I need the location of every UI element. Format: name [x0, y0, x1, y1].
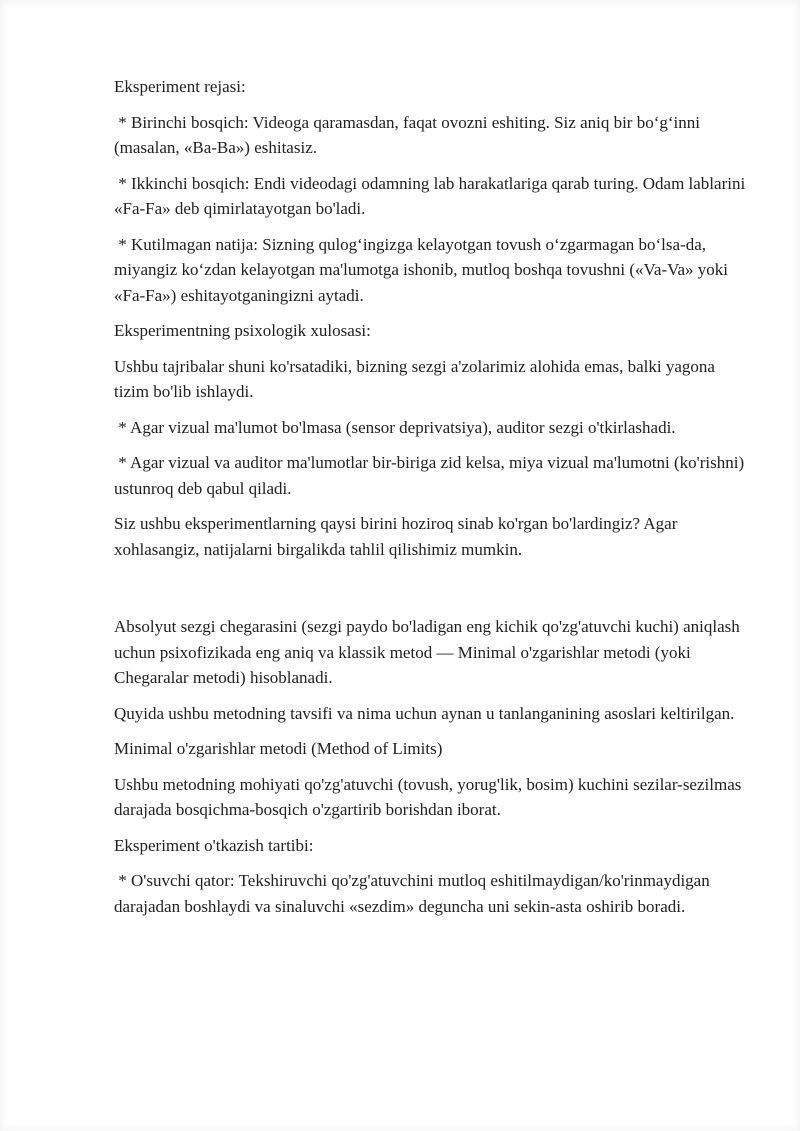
paragraph: Absolyut sezgi chegarasini (sezgi paydo bo'ladigan eng kichik qo'zg'atuvchi kuchi) aniqlash uchun psixofizikada eng aniq va klassik metod — Minimal o'zgarishlar metodi (yoki Chegaralar metodi) hisoblanadi.: [114, 617, 744, 687]
paragraph: * Ikkinchi bosqich: Endi videodagi odamning lab harakatlariga qarab turing. Odam lablarini «Fa-Fa» deb qimirlatayotgan bo'ladi.: [114, 173, 750, 218]
paragraph: Ushbu metodning mohiyati qo'zg'atuvchi (tovush, yorug'lik, bosim) kuchini sezilar-sezilmas darajada bosqichma-bosqich o'zgartirib borishdan iborat.: [114, 774, 746, 819]
paragraph: * Birinchi bosqich: Videoga qaramasdan, faqat ovozni eshiting. Siz aniq bir bo‘g‘inni (masalan, «Ba-Ba») eshitasiz.: [114, 112, 705, 157]
paragraph: * Agar vizual ma'lumot bo'lmasa (sensor deprivatsiya), auditor sezgi o'tkirlashadi.: [114, 417, 676, 437]
paragraph: * O'suvchi qator: Tekshiruvchi qo'zg'atuvchini mutloq eshitilmaydigan/ko'rinmaydigan darajadan boshlaydi va sinaluvchi «sezdim» deguncha uni sekin-asta oshirib boradi.: [114, 871, 714, 916]
paragraph: Minimal o'zgarishlar metodi (Method of Limits): [114, 739, 443, 758]
section-experiment-plan: [114, 74, 750, 562]
paragraph: Eksperiment rejasi:: [114, 77, 246, 96]
paragraph: Eksperiment o'tkazish tartibi:: [114, 835, 314, 855]
section-method-of-limits: [114, 572, 746, 919]
paragraph: Quyida ushbu metodning tavsifi va nima uchun aynan u tanlanganining asoslari keltirilgan.: [114, 703, 735, 723]
paragraph: Ushbu tajribalar shuni ko'rsatadiki, bizning sezgi a'zolarimiz alohida emas, balki yagona tizim bo'lib ishlaydi.: [114, 356, 720, 401]
paragraph: Siz ushbu eksperimentlarning qaysi birini hoziroq sinab ko'rgan bo'lardingiz? Agar xohlasangiz, natijalarni birgalikda tahlil qilishimiz mumkin.: [114, 514, 682, 559]
paragraph: * Agar vizual va auditor ma'lumotlar bir-biriga zid kelsa, miya vizual ma'lumotni (ko'rishni) ustunroq deb qabul qiladi.: [114, 453, 749, 498]
paragraph: * Kutilmagan natija: Sizning qulog‘ingizga kelayotgan tovush o‘zgarmagan bo‘lsa-da, miyangiz ko‘zdan kelayotgan ma'lumotga ishonib, mutloq boshqa tovushni («Va-Va» yoki «Fa-Fa») eshitayotganingizni aytadi.: [114, 234, 733, 305]
paragraph: Eksperimentning psixologik xulosasi:: [114, 321, 371, 340]
